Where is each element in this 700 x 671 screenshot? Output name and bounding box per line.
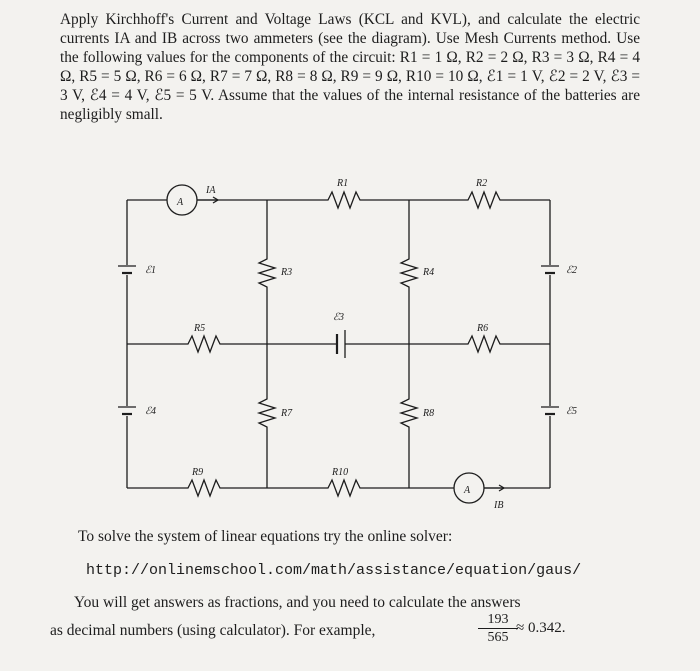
label-r3: R3 [281, 267, 293, 278]
label-r2: R2 [476, 178, 488, 189]
example-numerator: 193 [478, 611, 518, 629]
example-result: ≈ 0.342. [516, 620, 566, 636]
label-e1: ℰ1 [145, 265, 157, 276]
current-label-ia: IA [206, 185, 216, 196]
label-r8: R8 [423, 408, 435, 419]
example-fraction [478, 611, 518, 646]
solver-url[interactable]: http://onlinemschool.com/math/assistance/equation/gaus/ [86, 562, 582, 579]
ammeter-b [454, 473, 504, 503]
label-r7: R7 [281, 408, 293, 419]
label-r10: R10 [332, 467, 349, 478]
label-r4: R4 [423, 267, 435, 278]
label-e2: ℰ2 [566, 265, 578, 276]
problem-text: Apply Kirchhoff's Current and Voltage Laws (KCL and KVL), and calculate the electric currents IA and IB across two ammeters (see the diagram). Use Mesh Currents method. Use the following values for the components of the circuit: R1 = 1 Ω, R2 = 2 Ω, R3 = 3 Ω, R4 = 4 Ω, R5 = 5 Ω, R6 = 6 Ω, R7 = 7 Ω, R8 = 8 Ω, R9 = 9 Ω, R10 = 10 Ω, ℰ1 = 1 V, ℰ2 = 2 V, ℰ3 = 3 V, ℰ4 = 4 V, ℰ5 = 5 V. Assume that the values of the internal resistance of the batteries are negligibly small. [60, 11, 640, 123]
solver-hint: To solve the system of linear equations try the online solver: [78, 528, 453, 545]
label-e5: ℰ5 [566, 406, 578, 417]
label-e4: ℰ4 [145, 406, 157, 417]
ammeter-b-symbol: A [464, 485, 471, 496]
label-r5: R5 [194, 323, 206, 334]
ammeter-a-symbol: A [177, 197, 184, 208]
label-r6: R6 [477, 323, 489, 334]
label-e3: ℰ3 [333, 312, 345, 323]
current-label-ib: IB [494, 500, 504, 511]
label-r1: R1 [337, 178, 349, 189]
fraction-note: You will get answers as fractions, and you need to calculate the answers [74, 594, 521, 611]
example-note: as decimal numbers (using calculator). For example, [50, 622, 376, 639]
label-r9: R9 [192, 467, 204, 478]
example-denominator: 565 [487, 630, 509, 645]
